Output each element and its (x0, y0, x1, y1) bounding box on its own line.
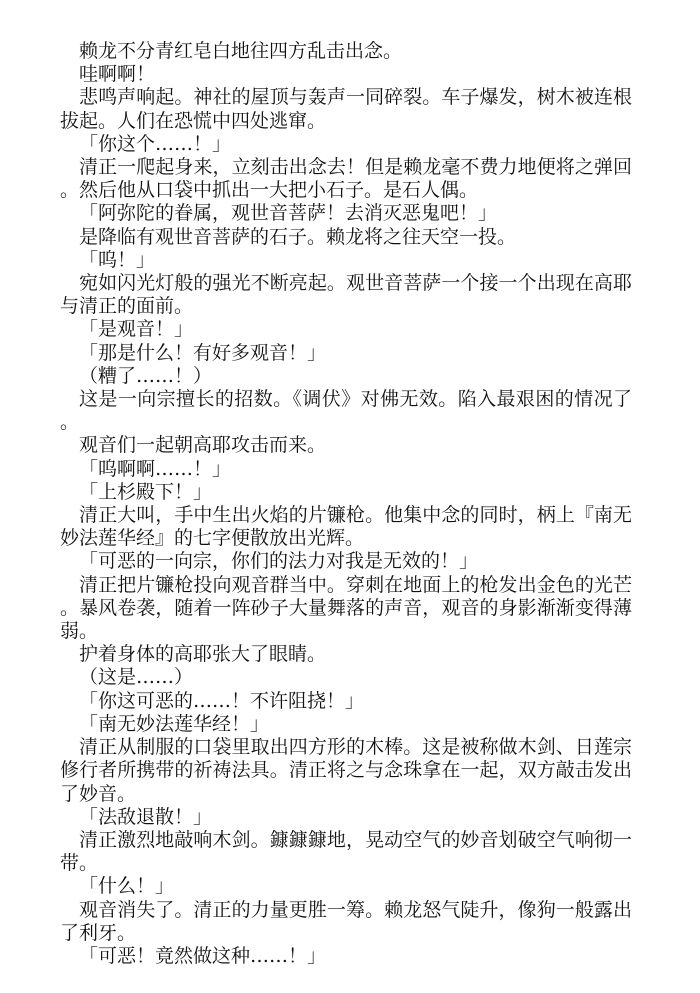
paragraph: 「可恶的一向宗，你们的法力对我是无效的！」 (79, 550, 479, 573)
paragraph: 「上杉殿下！」 (79, 480, 213, 503)
paragraph: 哇啊啊！ (79, 63, 156, 86)
paragraph: 「可恶！竟然做这种……！」 (79, 944, 327, 967)
paragraph: 清正把片镰枪投向观音群当中。穿刺在地面上的枪发出金色的光芒。暴风卷袭，随着一阵砂子大量舞落的声音，观音的身影渐渐变得薄弱。 (60, 573, 632, 643)
paragraph: 「阿弥陀的眷属，观世音菩萨！去消灭恶鬼吧！」 (79, 202, 498, 225)
paragraph: 观音们一起朝高耶攻击而来。 (79, 434, 327, 457)
paragraph: （糟了……！） (79, 364, 213, 387)
paragraph: 「是观音！」 (79, 318, 194, 341)
paragraph: 是降临有观世音菩萨的石子。赖龙将之往天空一投。 (79, 225, 517, 248)
paragraph: 护着身体的高耶张大了眼睛。 (79, 643, 327, 666)
paragraph: 「什么！」 (79, 875, 175, 898)
body-text (60, 40, 632, 968)
paragraph: 清正一爬起身来，立刻击出念去！但是赖龙毫不费力地便将之弹回。然后他从口袋中抓出一大把小石子。是石人偶。 (60, 156, 632, 202)
paragraph: 「法敌退散！」 (79, 805, 213, 828)
paragraph: 「那是什么！有好多观音！」 (79, 341, 327, 364)
paragraph: 观音消失了。清正的力量更胜一筹。赖龙怒气陡升，像狗一般露出了利牙。 (60, 898, 632, 944)
paragraph: 「南无妙法莲华经！」 (79, 712, 270, 735)
paragraph: 「你这可恶的……！不许阻挠！」 (79, 689, 365, 712)
paragraph: （这是……） (79, 666, 194, 689)
paragraph: 「呜啊啊……！」 (79, 457, 232, 480)
paragraph: 赖龙不分青红皂白地往四方乱击出念。 (79, 40, 403, 62)
paragraph: 「呜！」 (79, 248, 156, 271)
paragraph: 清正大叫，手中生出火焰的片镰枪。他集中念的同时，柄上『南无妙法莲华经』的七字便散放出光辉。 (60, 504, 632, 550)
paragraph: 悲鸣声响起。神社的屋顶与轰声一同碎裂。车子爆发，树木被连根拔起。人们在恐慌中四处逃窜。 (60, 86, 632, 132)
paragraph: 宛如闪光灯般的强光不断亮起。观世音菩萨一个接一个出现在高耶与清正的面前。 (60, 272, 632, 318)
paragraph: 清正激烈地敲响木剑。鏮鏮鏮地，晃动空气的妙音划破空气响彻一带。 (60, 828, 632, 875)
paragraph: 清正从制服的口袋里取出四方形的木棒。这是被称做木剑、日莲宗修行者所携带的祈祷法具。清正将之与念珠拿在一起，双方敲击发出了妙音。 (60, 736, 632, 805)
paragraph: 「你这个……！」 (79, 132, 232, 155)
paragraph: 这是一向宗擅长的招数。《调伏》对佛无效。陷入最艰困的情况了。 (60, 388, 632, 434)
